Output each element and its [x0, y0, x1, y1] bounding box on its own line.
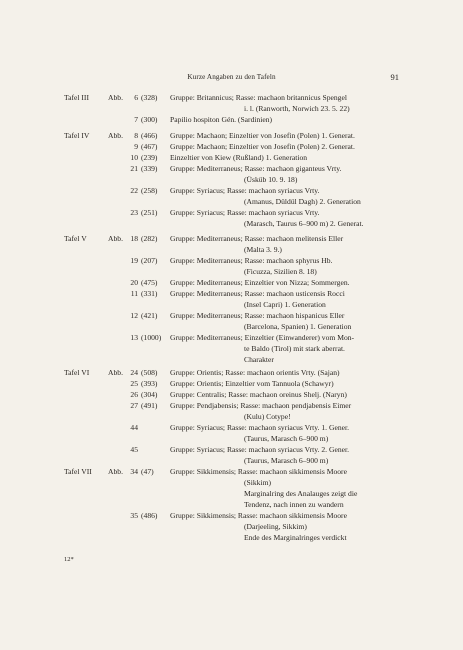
entry-line: [0, 389, 463, 400]
entry-line: [0, 510, 463, 521]
figure-number: 23: [130, 208, 138, 217]
entry-line: [0, 332, 463, 343]
entry-line: [0, 152, 463, 163]
description-continuation: (Taurus, Marasch 6–900 m): [244, 456, 329, 465]
figure-number: 27: [130, 401, 138, 410]
plate-label: Tafel V: [64, 234, 87, 243]
plate-label: Tafel VI: [64, 368, 90, 377]
plate-section: [0, 92, 463, 125]
figure-number: 18: [130, 234, 138, 243]
plate-section: [0, 130, 463, 229]
plate-section: [0, 466, 463, 543]
description-continuation: Ende des Marginalringes verdickt: [244, 533, 347, 542]
entry-line: [0, 477, 463, 488]
description-continuation: (Barcelona, Spanien) 1. Generation: [244, 322, 352, 331]
description-continuation: (Amanus, Düldül Dagh) 2. Generation: [244, 197, 361, 206]
plate-label: Tafel IV: [64, 131, 90, 140]
description: Gruppe: Mediterraneus; Einzeltier (Einwanderer) vom Mon-: [170, 333, 355, 342]
specimen-code: (475): [141, 278, 158, 287]
signature-mark: 12*: [64, 556, 74, 563]
plate-section: [0, 367, 463, 466]
specimen-code: (1000): [141, 333, 162, 342]
specimen-code: (331): [141, 289, 158, 298]
description-continuation: te Baldo (Tirol) mit stark aberrat.: [244, 344, 345, 353]
description: Papilio hospiton Gén. (Sardinien): [170, 115, 273, 124]
description-continuation: i. l. (Ranworth, Norwich 23. 5. 22): [244, 104, 350, 113]
entry-line: [0, 103, 463, 114]
description: Gruppe: Syriacus; Rasse: machaon syriacus Vrty.: [170, 208, 320, 217]
entry-line: [0, 367, 463, 378]
entry-line: [0, 422, 463, 433]
description-continuation: Marginalring des Analauges zeigt die: [244, 489, 358, 498]
entry-line: [0, 455, 463, 466]
entry-line: [0, 532, 463, 543]
figure-number: 35: [130, 511, 138, 520]
figure-number: 44: [130, 423, 138, 432]
description-continuation: (Üsküb 10. 9. 18): [244, 175, 298, 184]
entry-line: [0, 466, 463, 477]
figure-number: 12: [130, 311, 138, 320]
specimen-code: (282): [141, 234, 158, 243]
entry-line: [0, 310, 463, 321]
entry-line: [0, 288, 463, 299]
description-continuation: (Ficuzza, Sizilien 8. 18): [244, 267, 317, 276]
figure-number: 13: [130, 333, 138, 342]
entry-line: [0, 196, 463, 207]
description: Gruppe: Syriacus; Rasse: machaon syriacus Vrty.: [170, 186, 320, 195]
figure-abbrev: Abb.: [108, 131, 123, 140]
specimen-code: (508): [141, 368, 158, 377]
entry-line: [0, 299, 463, 310]
specimen-code: (339): [141, 164, 158, 173]
entry-line: [0, 266, 463, 277]
description: Einzeltier von Kiew (Rußland) 1. Generation: [170, 153, 308, 162]
description-continuation: (Malta 3. 9.): [244, 245, 282, 254]
description: Gruppe: Syriacus; Rasse: machaon syriacus Vrty. 1. Gener.: [170, 423, 350, 432]
description: Gruppe: Mediterraneus; Rasse: machaon melitensis Eller: [170, 234, 344, 243]
description-continuation: (Kulu) Cotype!: [244, 412, 291, 421]
figure-number: 24: [130, 368, 138, 377]
figure-abbrev: Abb.: [108, 368, 123, 377]
entry-line: [0, 433, 463, 444]
entry-line: [0, 141, 463, 152]
specimen-code: (47): [141, 467, 154, 476]
entry-line: [0, 92, 463, 103]
entry-line: [0, 207, 463, 218]
plate-label: Tafel VII: [64, 467, 92, 476]
figure-number: 20: [130, 278, 138, 287]
description-continuation: (Sikkim): [244, 478, 272, 487]
figure-number: 26: [130, 390, 138, 399]
entry-line: [0, 185, 463, 196]
figure-number: 7: [134, 115, 138, 124]
figure-number: 10: [130, 153, 138, 162]
description: Gruppe: Orientis; Rasse: machaon orientis Vrty. (Sajan): [170, 368, 340, 377]
description-continuation: (Darjeeling, Sikkim): [244, 522, 307, 531]
description: Gruppe: Machaon; Einzeltier von Josefin (Polen) 1. Generat.: [170, 131, 355, 140]
figure-number: 19: [130, 256, 138, 265]
description: Gruppe: Britannicus; Rasse: machaon britannicus Spengel: [170, 93, 347, 102]
figure-number: 25: [130, 379, 138, 388]
description: Gruppe: Sikkimensis; Rasse: machaon sikkimensis Moore: [170, 511, 347, 520]
specimen-code: (304): [141, 390, 158, 399]
figure-number: 45: [130, 445, 138, 454]
entry-line: [0, 488, 463, 499]
entry-line: [0, 321, 463, 332]
description: Gruppe: Syriacus; Rasse: machaon syriacus Vrty. 2. Gener.: [170, 445, 350, 454]
entry-line: [0, 163, 463, 174]
entry-line: [0, 244, 463, 255]
entry-line: [0, 114, 463, 125]
description-continuation: (Marasch, Taurus 6–900 m) 2. Generat.: [244, 219, 364, 228]
specimen-code: (467): [141, 142, 158, 151]
specimen-code: (466): [141, 131, 158, 140]
figure-number: 11: [130, 289, 138, 298]
specimen-code: (251): [141, 208, 158, 217]
figure-number: 21: [130, 164, 138, 173]
entry-line: [0, 499, 463, 510]
figure-number: 9: [134, 142, 138, 151]
plate-section: [0, 233, 463, 365]
entry-line: [0, 521, 463, 532]
description-continuation: (Insel Capri) 1. Generation: [244, 300, 326, 309]
specimen-code: (491): [141, 401, 158, 410]
entry-line: [0, 411, 463, 422]
entry-line: [0, 444, 463, 455]
entry-line: [0, 130, 463, 141]
specimen-code: (486): [141, 511, 158, 520]
description: Gruppe: Pendjabensis; Rasse: machaon pendjabensis Eimer: [170, 401, 352, 410]
description: Gruppe: Mediterraneus; Rasse: machaon hispanicus Eller: [170, 311, 345, 320]
description: Gruppe: Orientis; Einzeltier vom Tannuola (Schawyr): [170, 379, 334, 388]
specimen-code: (239): [141, 153, 158, 162]
entry-line: [0, 255, 463, 266]
entry-line: [0, 400, 463, 411]
entry-line: [0, 277, 463, 288]
figure-abbrev: Abb.: [108, 93, 123, 102]
figure-number: 6: [134, 93, 138, 102]
description: Gruppe: Mediterraneus; Rasse: machaon giganteus Vrty.: [170, 164, 342, 173]
page-header: [64, 73, 399, 85]
description: Gruppe: Mediterraneus; Rasse: machaon usticensis Rocci: [170, 289, 345, 298]
figure-number: 34: [130, 467, 138, 476]
entry-line: [0, 378, 463, 389]
specimen-code: (300): [141, 115, 158, 124]
plate-label: Tafel III: [64, 93, 89, 102]
entry-line: [0, 233, 463, 244]
page-number: 91: [390, 72, 399, 82]
description-continuation: (Taurus, Marasch 6–900 m): [244, 434, 329, 443]
entry-line: [0, 354, 463, 365]
description: Gruppe: Mediterraneus; Rasse: machaon sphyrus Hb.: [170, 256, 333, 265]
entry-line: [0, 218, 463, 229]
figure-abbrev: Abb.: [108, 467, 123, 476]
specimen-code: (421): [141, 311, 158, 320]
specimen-code: (258): [141, 186, 158, 195]
running-title: Kurze Angaben zu den Tafeln: [187, 73, 276, 81]
specimen-code: (393): [141, 379, 158, 388]
specimen-code: (207): [141, 256, 158, 265]
figure-abbrev: Abb.: [108, 234, 123, 243]
description: Gruppe: Sikkimensis; Rasse: machaon sikkimensis Moore: [170, 467, 347, 476]
entry-line: [0, 174, 463, 185]
figure-number: 22: [130, 186, 138, 195]
figure-number: 8: [134, 131, 138, 140]
description: Gruppe: Machaon; Einzeltier von Josefin (Polen) 2. Generat.: [170, 142, 355, 151]
description: Gruppe: Centralis; Rasse: machaon oreinus Shelj. (Naryn): [170, 390, 347, 399]
entry-line: [0, 343, 463, 354]
description-continuation: Charakter: [244, 355, 274, 364]
description-continuation: Tendenz, nach innen zu wandern: [244, 500, 344, 509]
specimen-code: (328): [141, 93, 158, 102]
description: Gruppe: Mediterraneus; Einzeltier von Nizza; Sommergen.: [170, 278, 350, 287]
